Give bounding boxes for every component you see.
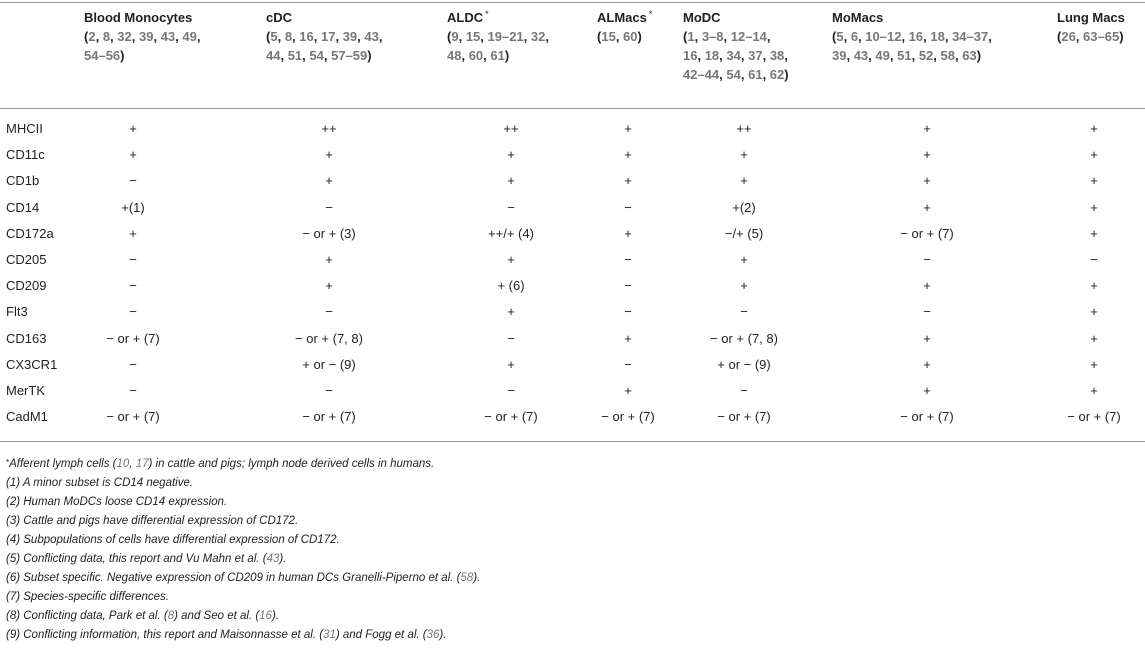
table-row	[0, 118, 1145, 144]
reference-number[interactable]: 57–59	[331, 48, 368, 63]
reference-number[interactable]: 6	[850, 29, 859, 44]
table-row	[0, 170, 1145, 196]
table-cell: +	[923, 173, 931, 189]
reference-number[interactable]: 38	[769, 48, 785, 63]
table-cell: +	[740, 173, 748, 189]
table-cell: +	[507, 252, 515, 267]
reference-number[interactable]: 16	[259, 610, 272, 622]
table-cell: +	[1090, 304, 1098, 320]
reference-number[interactable]: 49	[182, 29, 197, 44]
table-cell: −	[624, 356, 632, 372]
table-cell: + (6)	[497, 278, 525, 294]
table-cell: +	[129, 225, 137, 241]
reference-number[interactable]: 39	[832, 48, 847, 63]
table-cell: +	[1090, 383, 1098, 398]
table-cell: −	[507, 383, 515, 398]
table-cell: −	[325, 304, 333, 320]
top-rule	[0, 2, 1145, 3]
row-marker-label: CadM1	[6, 409, 48, 425]
table-cell: +	[507, 173, 515, 189]
col-name: Blood Monocytes	[84, 10, 193, 25]
row-marker-label: MerTK	[6, 383, 45, 398]
reference-number[interactable]: 32	[530, 29, 546, 44]
table-cell: +	[1090, 225, 1098, 241]
table-row	[0, 275, 1145, 301]
reference-number[interactable]: 15	[465, 29, 481, 44]
footnote: (9) Conflicting information, this report and Maisonnasse et al. (31) and Fogg et al. (36).	[6, 629, 447, 641]
footnote: (8) Conflicting data, Park et al. (8) and Seo et al. (16).	[6, 610, 279, 622]
table-cell: +	[1090, 330, 1098, 346]
table-cell: −	[624, 304, 632, 320]
table-row	[0, 301, 1145, 327]
reference-number[interactable]: 43	[266, 553, 280, 565]
table-cell: +	[624, 173, 632, 189]
row-marker-label: CD14	[6, 199, 40, 215]
col-references: 54–56)	[84, 48, 125, 63]
reference-number[interactable]: 62	[769, 67, 785, 82]
table-cell: −	[624, 199, 632, 215]
col-references: (15, 60)	[597, 29, 642, 44]
reference-number[interactable]: 39	[138, 29, 154, 44]
reference-number[interactable]: 42–44	[683, 67, 720, 82]
table-cell: ++/+ (4)	[488, 225, 534, 241]
row-marker-label: CD209	[6, 278, 47, 294]
footnotes	[6, 455, 1136, 645]
reference-number[interactable]: 18	[704, 48, 720, 63]
table-row	[0, 249, 1145, 275]
table-cell: −	[923, 304, 931, 320]
col-references: (5, 8, 16, 17, 39, 43,	[266, 29, 383, 44]
row-marker-label: CD205	[6, 252, 47, 267]
col-references: 42–44, 54, 61, 62)	[683, 67, 789, 82]
reference-number[interactable]: 39	[342, 29, 358, 44]
footnote-marker: *	[648, 9, 653, 19]
col-references: (9, 15, 19–21, 32,	[447, 29, 549, 44]
reference-number[interactable]: 54–56	[84, 48, 121, 63]
reference-number[interactable]: 37	[748, 48, 763, 63]
reference-number[interactable]: 52	[918, 48, 934, 63]
col-header-aldc	[447, 8, 549, 65]
row-marker-label: MHCII	[6, 121, 43, 136]
table-cell: +	[923, 330, 931, 346]
table-cell: −	[923, 252, 931, 267]
table-cell: − or + (7)	[900, 225, 954, 241]
col-name: ALMacs *	[597, 9, 653, 25]
row-marker-label: CD11c	[6, 147, 45, 163]
col-references: 44, 51, 54, 57–59)	[266, 48, 372, 63]
col-references: (1, 3–8, 12–14,	[683, 29, 771, 44]
table-cell: +	[624, 147, 632, 163]
table-cell: −	[1090, 252, 1098, 267]
reference-number[interactable]: 61	[748, 67, 763, 82]
table-cell: +	[1090, 147, 1098, 163]
table-cell: +	[507, 304, 515, 320]
bottom-rule	[0, 441, 1145, 442]
table-cell: +	[740, 278, 748, 294]
table-cell: −	[325, 199, 333, 215]
table-cell: − or + (7)	[601, 409, 655, 425]
table-cell: +	[1090, 173, 1098, 189]
table-cell: +	[624, 383, 632, 398]
reference-number[interactable]: 32	[117, 29, 132, 44]
table-cell: −	[129, 252, 137, 267]
table-row	[0, 144, 1145, 170]
col-header-modc	[683, 8, 789, 84]
table-cell: − or + (7)	[717, 409, 771, 425]
col-header-lung-macs	[1057, 8, 1125, 46]
col-references: (2, 8, 32, 39, 43, 49,	[84, 29, 201, 44]
col-references: (26, 63–65)	[1057, 29, 1124, 44]
footnote: (3) Cattle and pigs have differential expression of CD172.	[6, 515, 299, 527]
table-cell: − or + (7)	[1067, 409, 1121, 425]
footnote: *Afferent lymph cells (10, 17) in cattle and pigs; lymph node derived cells in humans.	[6, 458, 435, 470]
col-name: Lung Macs	[1057, 10, 1125, 25]
table-cell: +(1)	[121, 199, 145, 215]
table-cell: ++	[321, 121, 337, 136]
reference-number[interactable]: 10–12	[865, 29, 902, 44]
footnote: (4) Subpopulations of cells have differential expression of CD172.	[6, 534, 340, 546]
table-cell: +	[923, 199, 931, 215]
reference-number[interactable]: 43	[364, 29, 379, 44]
reference-number[interactable]: 17	[320, 29, 336, 44]
table-cell: − or + (7)	[484, 409, 538, 425]
table-cell: +	[740, 147, 748, 163]
table-cell: +	[923, 147, 931, 163]
table-cell: +	[624, 121, 632, 136]
row-marker-label: CD1b	[6, 173, 40, 189]
row-marker-label: Flt3	[6, 304, 28, 320]
header-rule	[0, 108, 1145, 109]
footnote: (5) Conflicting data, this report and Vu Mahn et al. (43).	[6, 553, 287, 565]
reference-number[interactable]: 36	[426, 629, 440, 641]
reference-number[interactable]: 16	[908, 29, 924, 44]
table-cell: +	[740, 252, 748, 267]
row-marker-label: CX3CR1	[6, 356, 58, 372]
reference-number[interactable]: 8	[284, 29, 293, 44]
table-cell: +	[325, 147, 333, 163]
reference-number[interactable]: 15	[601, 29, 616, 44]
table-cell: −	[740, 304, 748, 320]
table-cell: − or + (7)	[106, 330, 160, 346]
table-cell: − or + (7)	[106, 409, 160, 425]
table-cell: +	[129, 121, 137, 136]
reference-number[interactable]: 18	[930, 29, 945, 44]
reference-number[interactable]: 48	[447, 48, 462, 63]
col-name: cDC	[266, 10, 293, 25]
table-cell: −	[740, 383, 748, 398]
table-cell: +	[923, 278, 931, 294]
reference-number[interactable]: 58	[460, 572, 474, 584]
table-cell: + or − (9)	[717, 356, 771, 372]
reference-number[interactable]: 54	[309, 48, 324, 63]
table-cell: +	[507, 147, 515, 163]
reference-number[interactable]: 17	[135, 458, 149, 470]
row-marker-label: CD163	[6, 330, 47, 346]
reference-number[interactable]: 58	[940, 48, 955, 63]
table-cell: −	[129, 383, 137, 398]
reference-number[interactable]: 8	[102, 29, 111, 44]
row-marker-label: CD172a	[6, 225, 54, 241]
reference-number[interactable]: 19–21	[487, 29, 524, 44]
table-row	[0, 328, 1145, 354]
reference-number[interactable]: 2	[88, 29, 96, 44]
table-cell: −	[129, 356, 137, 372]
table-cell: +	[507, 356, 515, 372]
table-cell: −	[624, 252, 632, 267]
reference-number[interactable]: 49	[875, 48, 890, 63]
reference-number[interactable]: 63	[962, 48, 977, 63]
table-cell: +	[923, 121, 931, 136]
reference-number[interactable]: 10	[116, 458, 130, 470]
reference-number[interactable]: 54	[726, 67, 741, 82]
table-cell: +	[923, 356, 931, 372]
reference-number[interactable]: 60	[623, 29, 638, 44]
footnote: (7) Species-specific differences.	[6, 591, 169, 603]
col-header-blood-monocytes	[84, 8, 200, 65]
reference-number[interactable]: 12–14	[730, 29, 767, 44]
col-references: (5, 6, 10–12, 16, 18, 34–37,	[832, 29, 992, 44]
table-cell: −/+ (5)	[724, 225, 764, 241]
reference-number[interactable]: 43	[160, 29, 176, 44]
reference-number[interactable]: 5	[270, 29, 278, 44]
reference-number[interactable]: 63–65	[1083, 29, 1120, 44]
footnote-marker: *	[485, 9, 489, 19]
reference-number[interactable]: 44	[266, 48, 281, 63]
reference-number[interactable]: 61	[490, 48, 505, 63]
table-cell: − or + (7)	[302, 409, 356, 425]
table-cell: +	[624, 330, 632, 346]
col-references: 16, 18, 34, 37, 38,	[683, 48, 788, 63]
table-cell: −	[624, 278, 632, 294]
table-cell: +	[129, 147, 137, 163]
reference-number[interactable]: 16	[683, 48, 698, 63]
reference-number[interactable]: 34	[726, 48, 741, 63]
table-cell: − or + (7, 8)	[295, 330, 363, 346]
reference-number[interactable]: 16	[299, 29, 314, 44]
col-references: 48, 60, 61)	[447, 48, 510, 63]
col-header-almacs	[597, 8, 652, 46]
col-references: 39, 43, 49, 51, 52, 58, 63)	[832, 48, 982, 63]
table-cell: −	[507, 199, 515, 215]
footnote-marker: *	[6, 458, 10, 467]
table-cell: +	[325, 278, 333, 294]
reference-number[interactable]: 43	[853, 48, 869, 63]
table-cell: +	[1090, 199, 1098, 215]
table-cell: +	[1090, 121, 1098, 136]
table-cell: −	[507, 330, 515, 346]
table-cell: +	[325, 173, 333, 189]
reference-number[interactable]: 9	[451, 29, 459, 44]
table-cell: ++	[736, 121, 752, 136]
table-cell: +	[923, 383, 931, 398]
footnote: (2) Human MoDCs loose CD14 expression.	[6, 496, 228, 508]
table-cell: −	[325, 383, 333, 398]
table-cell: −	[129, 304, 137, 320]
reference-number[interactable]: 51	[897, 48, 912, 63]
reference-number[interactable]: 34–37	[952, 29, 989, 44]
table-cell: +	[325, 252, 333, 267]
reference-number[interactable]: 5	[836, 29, 844, 44]
table-row	[0, 406, 1145, 432]
reference-number[interactable]: 31	[323, 629, 336, 641]
col-header-momacs	[832, 8, 992, 65]
reference-number[interactable]: 51	[287, 48, 303, 63]
col-name: ALDC *	[447, 9, 489, 25]
table-cell: +	[1090, 356, 1098, 372]
reference-number[interactable]: 8	[167, 610, 175, 622]
table-row	[0, 354, 1145, 380]
table-cell: −	[129, 173, 137, 189]
table-cell: +	[624, 225, 632, 241]
table-cell: −	[129, 278, 137, 294]
table-row	[0, 197, 1145, 223]
table-cell: + or − (9)	[302, 356, 356, 372]
reference-number[interactable]: 26	[1061, 29, 1076, 44]
col-name: MoDC	[683, 10, 721, 25]
footnote: (6) Subset specific. Negative expression of CD209 in human DCs Granelli-Piperno et al. (58).	[6, 572, 481, 584]
reference-number[interactable]: 3–8	[701, 29, 724, 44]
table-cell: − or + (7)	[900, 409, 954, 425]
table-row	[0, 380, 1145, 406]
reference-number[interactable]: 60	[468, 48, 484, 63]
table-row	[0, 223, 1145, 249]
table-cell: ++	[503, 121, 519, 136]
col-name: MoMacs	[832, 10, 884, 25]
reference-number[interactable]: 1	[687, 29, 695, 44]
footnote: (1) A minor subset is CD14 negative.	[6, 477, 194, 489]
table-cell: +	[1090, 278, 1098, 294]
table-cell: − or + (3)	[302, 225, 356, 241]
table-header	[0, 8, 1145, 104]
col-header-cdc	[266, 8, 382, 65]
table-cell: +(2)	[732, 199, 756, 215]
table-cell: − or + (7, 8)	[710, 330, 778, 346]
